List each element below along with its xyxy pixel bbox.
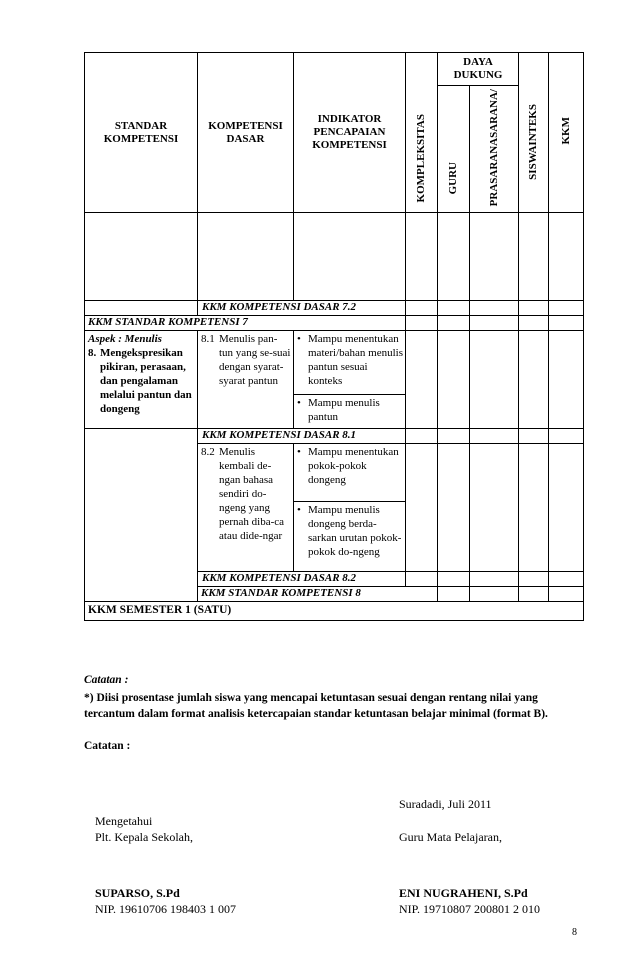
empty-row (85, 213, 584, 301)
row-kkm-kd-81 (85, 429, 584, 444)
bullet-icon: • (297, 446, 301, 458)
indikator-2-cell (294, 395, 406, 429)
header-prasarana-cell (470, 86, 519, 213)
footnote-text: *) Diisi prosentase jumlah siswa yang mencapai ketuntasan sesuai dengan rentang nilai yang tercantum dalam format analisis ketercapaian standar ketuntasan belajar minimal (format B). (84, 692, 548, 720)
row-kkm-sk-7 (85, 316, 584, 331)
indikator-1-cell (294, 331, 406, 395)
indikator-2-text: Mampu menulis pantun (308, 397, 380, 423)
page-number: 8 (572, 927, 577, 938)
kkm-table (84, 52, 584, 621)
place-date: Suradadi, Juli 2011 (399, 797, 492, 811)
indikator-4-cell (294, 502, 406, 572)
header-kompleksitas: KOMPLEKSITAS (415, 113, 427, 202)
header-kkm-cell (549, 53, 584, 213)
indikator-1-text: Mampu menentukan materi/bahan menulis pantun sesuai konteks (308, 333, 403, 387)
header-daya-dukung: DAYA DUKUNG (438, 53, 519, 86)
guru-nip: NIP. 19710807 200801 2 010 (399, 902, 541, 916)
row-indikator-1 (85, 331, 584, 395)
bullet-icon: • (297, 333, 301, 345)
header-siswa: SISWAINTEKS (527, 104, 540, 180)
kepala-name: SUPARSO, S.Pd (95, 886, 180, 900)
row-kkm-semester (85, 602, 584, 621)
kkm-sk-8-label: KKM STANDAR KOMPETENSI 8 (198, 587, 438, 602)
header-prasarana: PRASARANASARANA/ (487, 88, 500, 206)
bullet-icon: • (297, 504, 301, 516)
sk8-cell (85, 331, 198, 429)
kd82-number: 8.2 (201, 446, 215, 458)
header-kompleksitas-cell (406, 53, 438, 213)
header-guru-cell (438, 86, 470, 213)
indikator-3-cell (294, 444, 406, 502)
header-indikator: INDIKATOR PENCAPAIAN KOMPETENSI (294, 53, 406, 213)
catatan-heading: Catatan : (84, 674, 129, 686)
kkm-semester-label: KKM SEMESTER 1 (SATU) (85, 602, 584, 621)
kkm-kd-72-label: KKM KOMPETENSI DASAR 7.2 (198, 301, 406, 316)
indikator-4-text: Mampu menulis dongeng berda-sarkan urutan pokok-pokok do-ngeng (308, 504, 402, 558)
kkm-kd-82-label: KKM KOMPETENSI DASAR 8.2 (198, 572, 406, 587)
bullet-icon: • (297, 397, 301, 409)
sk8-number: 8. (88, 347, 97, 359)
row-kkm-kd-72 (85, 301, 584, 316)
header-kkm: KKM (559, 116, 572, 145)
header-standar: STANDAR KOMPETENSI (85, 53, 198, 213)
indikator-3-text: Mampu menentukan pokok-pokok dongeng (308, 446, 399, 486)
header-siswa-cell (519, 53, 549, 213)
sk8-text: Mengekspresikan pikiran, perasaan, dan pengalaman melalui pantun dan dongeng (100, 347, 192, 415)
aspek-label: Aspek : Menulis (88, 333, 162, 345)
header-kompetensi: KOMPETENSI DASAR (198, 53, 294, 213)
kd82-cell (198, 444, 294, 572)
kd81-number: 8.1 (201, 333, 215, 345)
guru-name: ENI NUGRAHENI, S.Pd (399, 886, 528, 900)
kd81-cell (198, 331, 294, 429)
kkm-sk-7-label: KKM STANDAR KOMPETENSI 7 (85, 316, 406, 331)
kepala-nip: NIP. 19610706 198403 1 007 (95, 902, 237, 916)
catatan-heading-2: Catatan : (84, 740, 131, 752)
header-guru: GURU (447, 161, 459, 194)
kkm-kd-81-label: KKM KOMPETENSI DASAR 8.1 (198, 429, 406, 444)
guru-title: Guru Mata Pelajaran, (399, 830, 502, 844)
kd82-text: Menulis kembali de-ngan bahasa sendiri do-ngeng yang pernah diba-ca atau dide-ngar (219, 446, 285, 542)
mengetahui-label: Mengetahui (95, 814, 153, 828)
kepala-title: Plt. Kepala Sekolah, (95, 830, 193, 844)
kd81-text: Menulis pan-tun yang se-suai dengan syarat-syarat pantun (219, 333, 291, 387)
header-row (85, 53, 584, 86)
